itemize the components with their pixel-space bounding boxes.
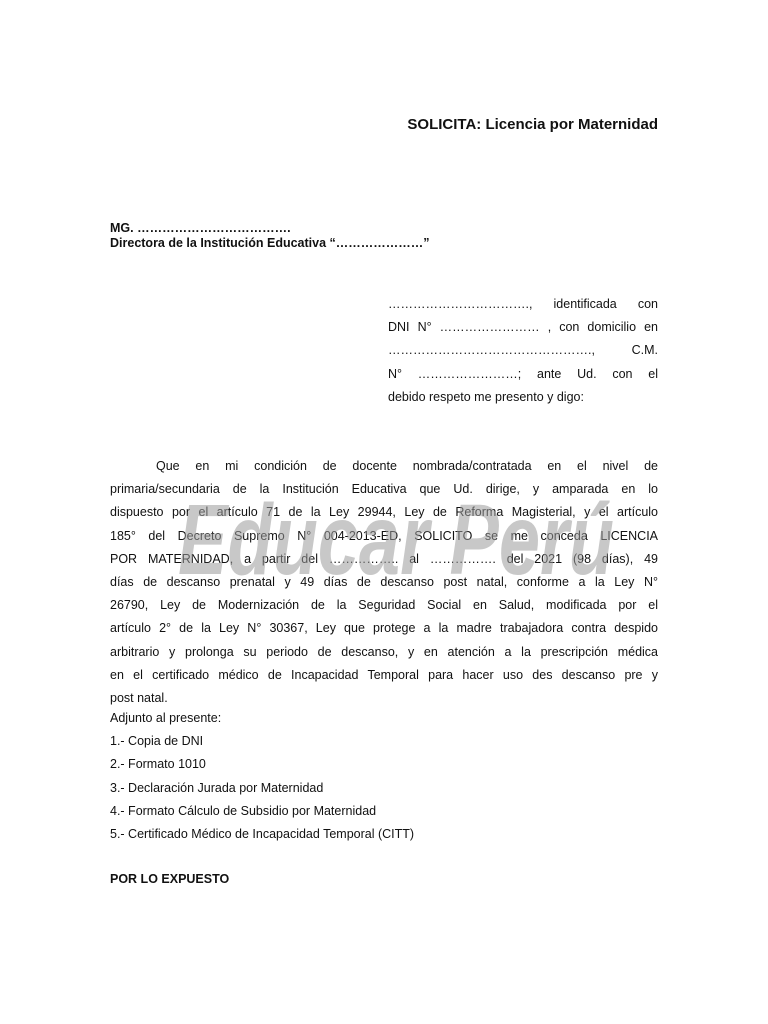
addressee-title: Directora de la Institución Educativa “…………………” bbox=[110, 236, 430, 250]
body-line: días de descanso prenatal y 49 días de descanso post natal, conforme a la Ley N° bbox=[110, 575, 658, 590]
svg-text:Educar Perú: Educar Perú bbox=[178, 484, 614, 594]
applicant-line: ……………………………., identificada con bbox=[388, 297, 658, 311]
body-line: 185° del Decreto Supremo N° 004-2013-ED, SOLICITO se me conceda LICENCIA bbox=[110, 528, 658, 543]
body-paragraph bbox=[110, 455, 658, 710]
attachment-item: 5.- Certificado Médico de Incapacidad Temporal (CITT) bbox=[110, 827, 415, 842]
attachments-list bbox=[110, 707, 414, 846]
closing-phrase: POR LO EXPUESTO bbox=[110, 872, 230, 886]
applicant-line: …………………………………………., C.M. bbox=[388, 343, 658, 358]
body-line: artículo 2° de la Ley N° 30367, Ley que protege a la madre trabajadora contra despido bbox=[110, 621, 658, 636]
addressee-name: MG. ………………………………. bbox=[110, 221, 291, 235]
body-line: en el certificado médico de Incapacidad Temporal para hacer uso des descanso pre y bbox=[110, 667, 658, 682]
body-line: 26790, Ley de Modernización de la Seguridad Social en Salud, modificada por el bbox=[110, 598, 658, 613]
subject-heading: SOLICITA: Licencia por Maternidad bbox=[407, 116, 658, 133]
attachment-item: 1.- Copia de DNI bbox=[110, 734, 204, 749]
applicant-block bbox=[388, 293, 658, 409]
attachment-item: 2.- Formato 1010 bbox=[110, 757, 206, 772]
attachment-item: 4.- Formato Cálculo de Subsidio por Maternidad bbox=[110, 803, 377, 818]
addressee-block bbox=[110, 221, 430, 251]
attachments-intro: Adjunto al presente: bbox=[110, 711, 222, 725]
attachment-item: 3.- Declaración Jurada por Maternidad bbox=[110, 780, 324, 795]
body-line: dispuesto por el artículo 71 de la Ley 29944, Ley de Reforma Magisterial, y el artículo bbox=[110, 505, 658, 520]
applicant-line: debido respeto me presento y digo: bbox=[388, 389, 584, 404]
body-line: Que en mi condición de docente nombrada/contratada en el nivel de bbox=[156, 459, 658, 473]
body-line: post natal. bbox=[110, 691, 168, 706]
body-line: arbitrario y prolonga su periodo de descanso, y en atención a la prescripción médica bbox=[110, 644, 658, 659]
applicant-line: DNI N° …………………… , con domicilio en bbox=[388, 320, 658, 335]
body-line: POR MATERNIDAD, a partir del …………….. al ……………. del 2021 (98 días), 49 bbox=[110, 551, 658, 566]
body-line: primaria/secundaria de la Institución Educativa que Ud. dirige, y amparada en lo bbox=[110, 482, 658, 497]
applicant-line: N° ……………………; ante Ud. con el bbox=[388, 366, 658, 381]
